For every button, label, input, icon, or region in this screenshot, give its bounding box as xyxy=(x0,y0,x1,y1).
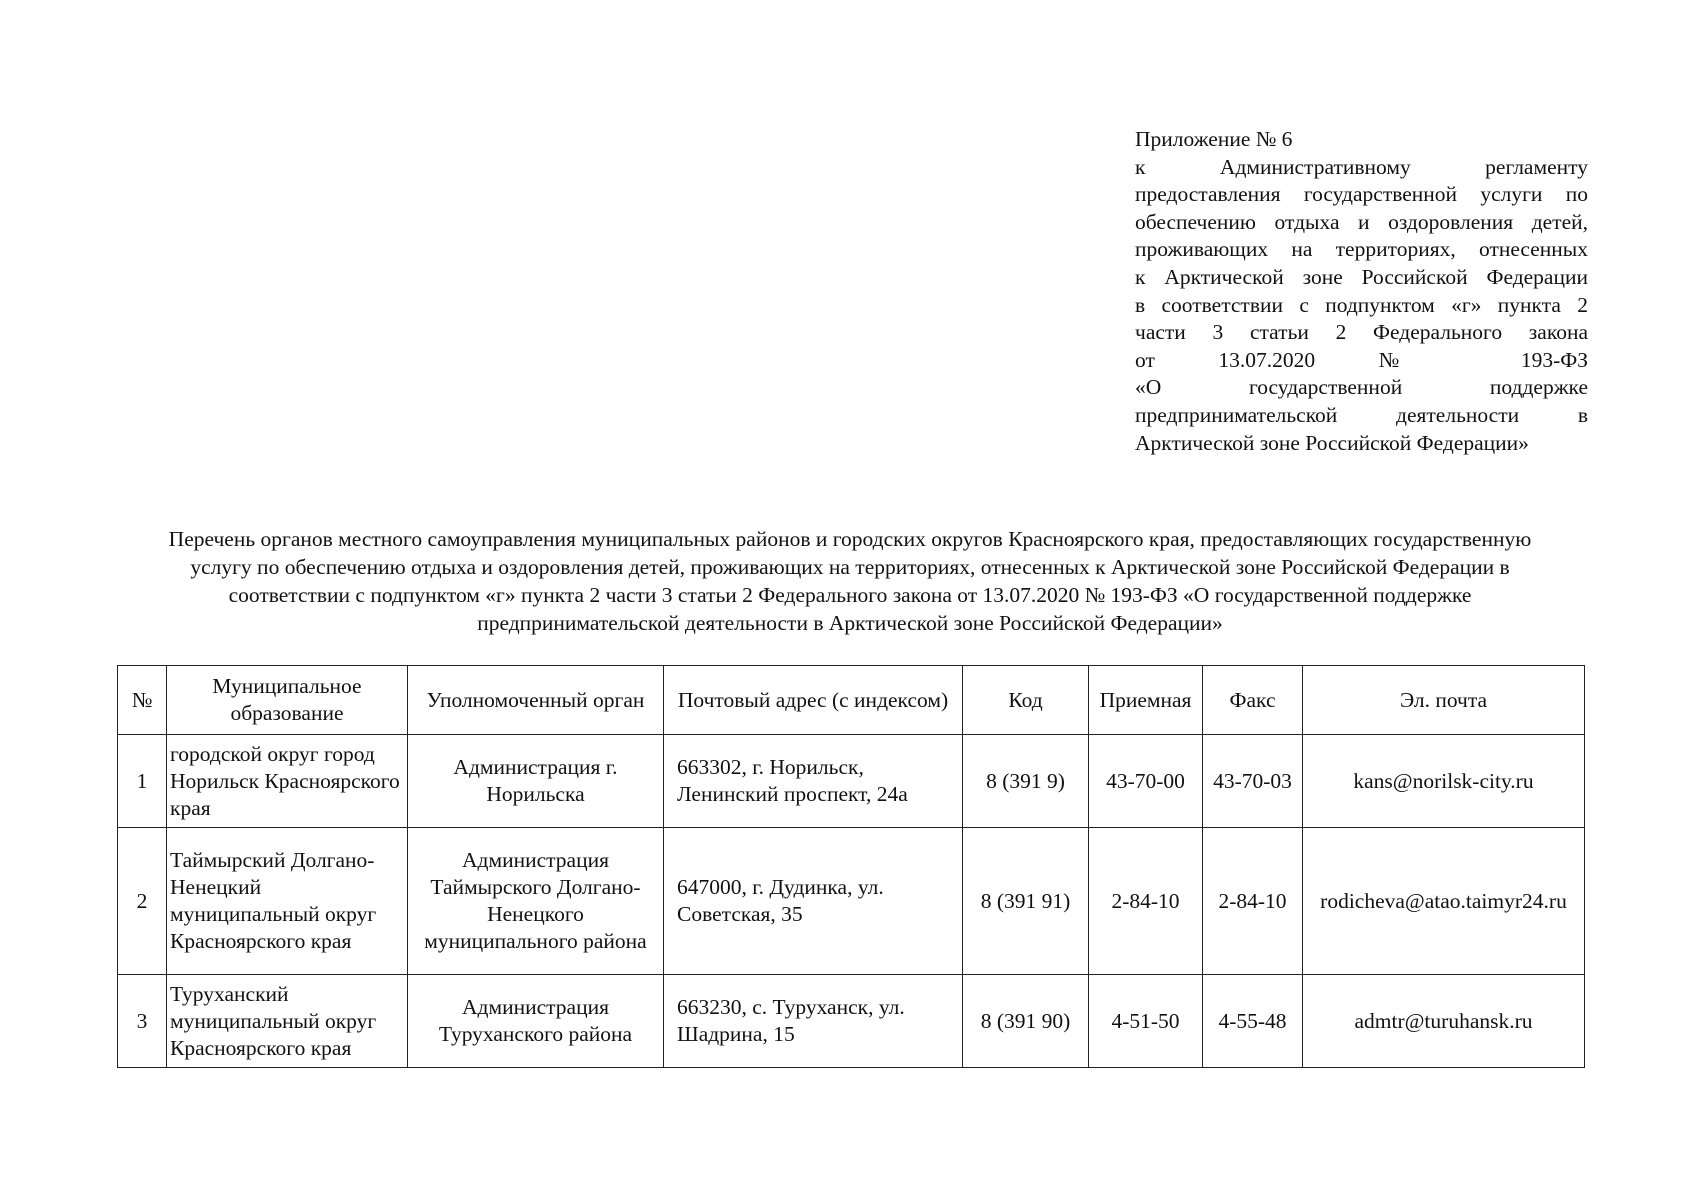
header-code: Код xyxy=(963,666,1089,735)
header-authority: Уполномоченный орган xyxy=(408,666,664,735)
cell-authority: Администрация Таймырского Долгано-Ненецкого муниципального района xyxy=(408,828,664,975)
cell-code: 8 (391 91) xyxy=(963,828,1089,975)
cell-municipality: городской округ город Норильск Красноярского края xyxy=(167,735,408,828)
appendix-line: от 13.07.2020 № 193-ФЗ xyxy=(1135,347,1588,372)
appendix-line: предоставления государственной услуги по xyxy=(1135,182,1588,207)
appendix-line: предпринимательской деятельности в xyxy=(1135,402,1588,427)
title-line: услугу по обеспечению отдыха и оздоровления детей, проживающих на территориях, отнесенных к Арктической зоне Российской Федерации в xyxy=(190,555,1510,579)
cell-municipality: Таймырский Долгано-Ненецкий муниципальный округ Красноярского края xyxy=(167,828,408,975)
cell-fax: 2-84-10 xyxy=(1203,828,1303,975)
appendix-line: к Административному регламенту xyxy=(1135,154,1588,179)
cell-authority: Администрация Туруханского района xyxy=(408,975,664,1068)
cell-code: 8 (391 90) xyxy=(963,975,1089,1068)
cell-code: 8 (391 9) xyxy=(963,735,1089,828)
header-reception: Приемная xyxy=(1089,666,1203,735)
header-num: № xyxy=(118,666,167,735)
table-row xyxy=(118,735,1585,828)
appendix-line: обеспечению отдыха и оздоровления детей, xyxy=(1135,209,1588,234)
header-email: Эл. почта xyxy=(1303,666,1585,735)
cell-num: 2 xyxy=(118,828,167,975)
title-line: Перечень органов местного самоуправления муниципальных районов и городских округов Красноярского края, предоставляющих государственную xyxy=(168,527,1532,551)
cell-email: admtr@turuhansk.ru xyxy=(1303,975,1585,1068)
cell-fax: 4-55-48 xyxy=(1203,975,1303,1068)
table-row xyxy=(118,975,1585,1068)
appendix-line: к Арктической зоне Российской Федерации xyxy=(1135,264,1588,289)
cell-address: 647000, г. Дудинка, ул. Советская, 35 xyxy=(664,828,963,975)
cell-fax: 43-70-03 xyxy=(1203,735,1303,828)
cell-reception: 4-51-50 xyxy=(1089,975,1203,1068)
cell-email: rodicheva@atao.taimyr24.ru xyxy=(1303,828,1585,975)
cell-authority: Администрация г. Норильска xyxy=(408,735,664,828)
appendix-line: «О государственной поддержке xyxy=(1135,375,1588,400)
table-header-row xyxy=(118,666,1585,735)
authorities-table xyxy=(117,665,1585,1068)
header-address: Почтовый адрес (с индексом) xyxy=(664,666,963,735)
document-title xyxy=(110,525,1590,637)
table-row xyxy=(118,828,1585,975)
appendix-line: в соответствии с подпунктом «г» пункта 2 xyxy=(1135,292,1588,317)
cell-email: kans@norilsk-city.ru xyxy=(1303,735,1585,828)
cell-address: 663302, г. Норильск, Ленинский проспект, 24а xyxy=(664,735,963,828)
title-line: соответствии с подпунктом «г» пункта 2 части 3 статьи 2 Федерального закона от 13.07.2020 № 193-ФЗ «О государственной поддержке xyxy=(228,583,1472,607)
cell-reception: 43-70-00 xyxy=(1089,735,1203,828)
cell-num: 3 xyxy=(118,975,167,1068)
cell-num: 1 xyxy=(118,735,167,828)
appendix-line: проживающих на территориях, отнесенных xyxy=(1135,237,1588,262)
header-fax: Факс xyxy=(1203,666,1303,735)
cell-address: 663230, с. Туруханск, ул. Шадрина, 15 xyxy=(664,975,963,1068)
appendix-block xyxy=(1135,126,1588,457)
cell-reception: 2-84-10 xyxy=(1089,828,1203,975)
cell-municipality: Туруханский муниципальный округ Красноярского края xyxy=(167,975,408,1068)
appendix-line: части 3 статьи 2 Федерального закона xyxy=(1135,320,1588,345)
appendix-line: Приложение № 6 xyxy=(1135,127,1293,151)
header-municipality: Муниципальное образование xyxy=(167,666,408,735)
appendix-line: Арктической зоне Российской Федерации» xyxy=(1135,430,1529,455)
title-line: предпринимательской деятельности в Арктической зоне Российской Федерации» xyxy=(477,611,1223,635)
